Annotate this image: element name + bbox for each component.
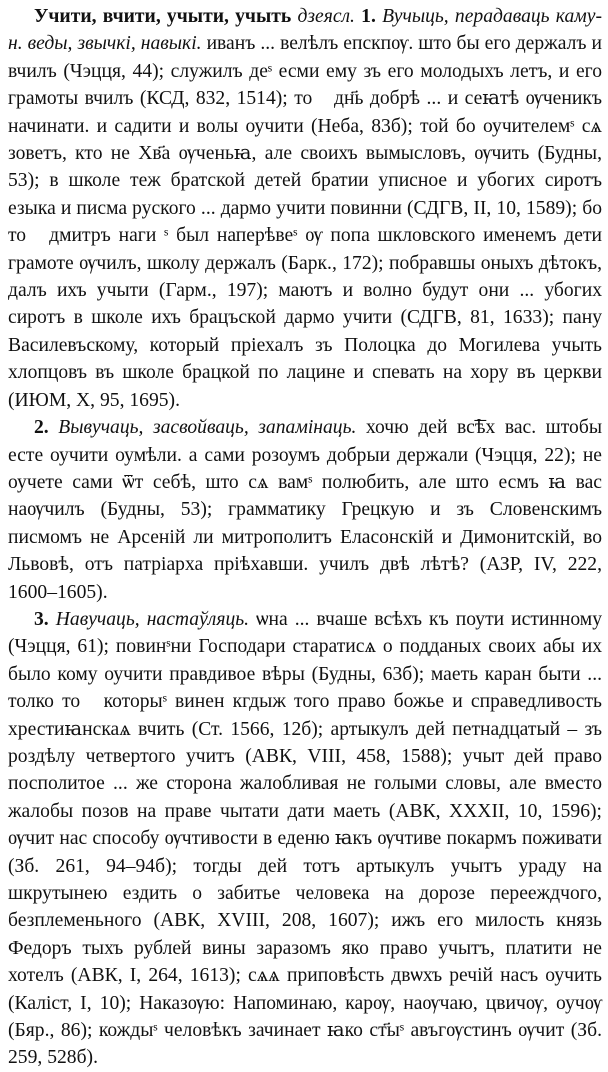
part-of-speech: дзеясл. xyxy=(297,6,355,27)
sense-number: 2. xyxy=(34,417,49,439)
entry-paragraph-sense-2 xyxy=(8,414,602,606)
entry-paragraph-sense-3 xyxy=(8,606,602,1072)
entry-headword: Учити, вчити, учыти, учыть xyxy=(34,6,292,27)
sense-citations: хочю дей вс͞ѣх вас. штобы есте оучити оумѣли. а сами розоумъ добрыи держали (Чэцця, 22); не оучете сами ѿт себѣ, што сѧ вамˢ полюбить, але што есмъ ꙗ вас наѹчилъ (Будны, 53); грамматику Грецкую и зъ Словенскимъ писмомъ не Арсеній ли митрополитъ Еласонскій и Димонитскій, во Львовѣ, отъ патріарха пріѣхавши. училъ двѣ лѣтѣ? (АЗР, IV, 222, 1600–1605). xyxy=(8,417,602,603)
sense-definition: Навучаць, настаўляць. xyxy=(55,608,250,630)
sense-number: 3. xyxy=(34,608,49,630)
sense-definition: Вучыць, перадаваць каму-н. веды, звычкі, навыкі. xyxy=(8,6,603,55)
entry-paragraph-sense-1 xyxy=(8,3,602,414)
sense-citations: ѡна ... вчаше всѣхъ къ поути истинному (Чэцця, 61); повинˢни Господари старатисѧ о подданых своих абы их было кому оучити правдивое вѣры (Будны, 63б); маеть каран быти ... толко тоⷮ которыˢ винен кгдыж того право божье и справедливость хрестиꙗнскаѧ вчить (Ст. 1566, 12б); артыкулъ дей петнадцатый – зъ роздѣлу четвертого учитъ (АВК, VIII, 458, 1588); учыт дей право посполитое ... же сторона жалобливая не голыми словы, але вместо жалобы позов на праве чытати дати маеть (АВК, XXXII, 10, 1596); ѹчит нас способу ѹчтивости в еденю ꙗкъ ѹчтиве покармъ поживати (Зб. 261, 94–94б); тогды дей тотъ артыкулъ учытъ ураду на шкрутынею ездить о забитье человека на дорозе перееждчого, безплеменьного (АВК, XVIII, 208, 1607); ижъ его милость князь Федоръ тыхъ рублей вины заразомъ яко право учытъ, платити не хотелъ (АВК, I, 264, 1613); сѧѧ приповѣсть двѡхъ речій насъ оучить (Каліст, I, 10); Наказѹю: Напоминаю, карѹ, наѹчаю, цвичѹ, оучѹ (Бяр., 86); кождыˢ человѣкъ зачинает ꙗко ст҃ыˢ авъгѹстинъ ѹчит (Зб. 259, 528б). xyxy=(8,608,602,1069)
sense-definition: Вывучаць, засвойваць, запамінаць. xyxy=(58,417,357,439)
sense-citations: иванъ ... велѣлъ епскпѹ. што бы его держалъ и вчилъ (Чэцця, 44); служилъ деˢ есми ему зъ его молодыхъ летъ, и его грамоты вчилъ (КСД, 832, 1514); тоⷮ дн҃ь добрѣ ... и сеꙗтѣ ѹченикъ начинати. и садити и волы оучити (Неба, 83б); той бо оучителемˢ сѧ зоветъ, кто не Хв҃а ѹченьꙗ, але своихъ вымысловъ, ѹчить (Будны, 53); в школе теж братской детей братии уписное и убогих сиротъ езыка и писма руского ... дармо учити повинни (СДГВ, II, 10, 1589); бо тоⷮ дмитръ наги ˢ был наперѣвеˢ ѹ попа шкловского именемъ дети грамоте ѹчилъ, школу держалъ (Барк., 172); побравшы оныхъ дѣтокъ, далъ ихъ учыти (Гарм., 197); маютъ и волно будут они ... убогих сиротъ в школе ихъ брацъской дармо учити (СДГВ, 81, 1633); пану Василевъскому, который пріехалъ зъ Полоцка до Могилева учыть хлопцовъ въ школе брацкой по лацине и спевать на хору въ церкви (ИЮМ, X, 95, 1695). xyxy=(8,33,602,411)
sense-number: 1. xyxy=(361,6,376,27)
